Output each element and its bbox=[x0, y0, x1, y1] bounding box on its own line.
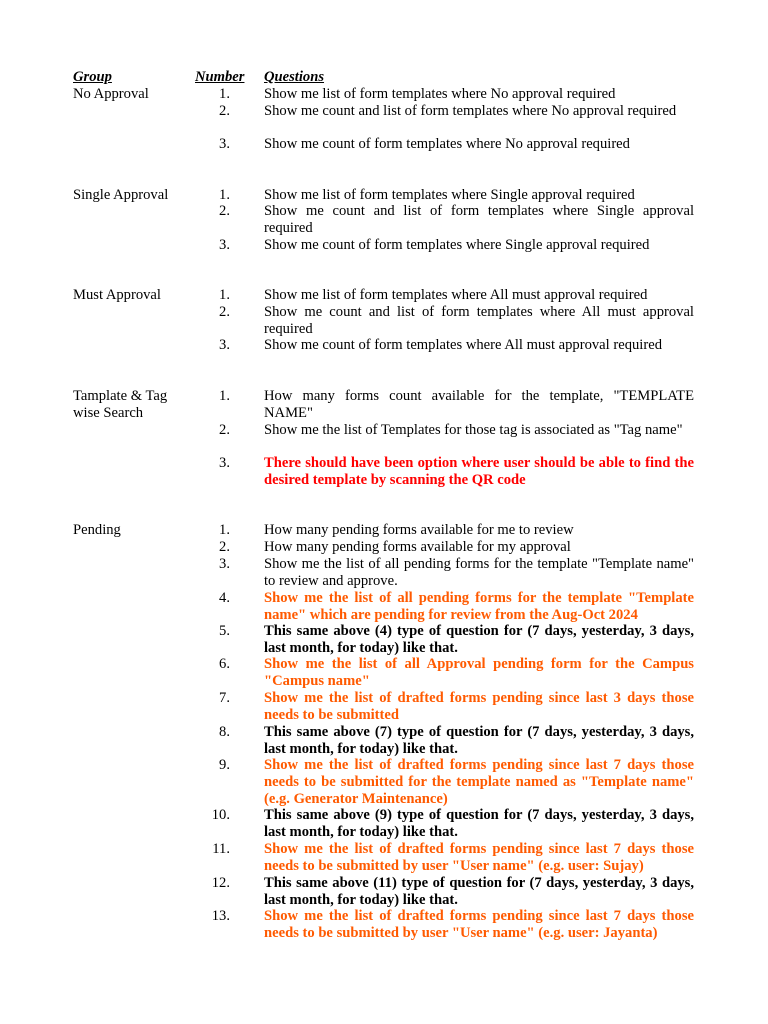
item-number: 10. bbox=[211, 807, 230, 823]
question-text: Show me list of form templates where Single approval required bbox=[264, 187, 635, 203]
item-number: 1. bbox=[219, 388, 230, 404]
item-number: 3. bbox=[219, 337, 230, 353]
item-number: 7. bbox=[219, 690, 230, 706]
question-text: Show me count and list of form templates where No approval required bbox=[264, 103, 677, 119]
question-text: Show me the list of drafted forms pending since last 7 days those needs to be submitted by user "User name" (e.g. user: Jayanta) bbox=[264, 908, 694, 941]
item-number: 8. bbox=[219, 724, 230, 740]
group-name: Pending bbox=[73, 522, 121, 538]
item-number: 13. bbox=[211, 908, 230, 924]
group-name: Must Approval bbox=[73, 287, 161, 303]
item-number: 5. bbox=[219, 623, 230, 639]
question-text: This same above (9) type of question for (7 days, yesterday, 3 days, last month, for today) like that. bbox=[264, 807, 694, 840]
question-text: This same above (4) type of question for (7 days, yesterday, 3 days, last month, for today) like that. bbox=[264, 623, 694, 656]
question-text: Show me count and list of form templates where Single approval required bbox=[264, 203, 694, 236]
questions-header: Questions bbox=[264, 69, 325, 85]
question-text: This same above (7) type of question for (7 days, yesterday, 3 days, last month, for today) like that. bbox=[264, 724, 694, 757]
number-header: Number bbox=[195, 69, 245, 85]
question-text: Show me list of form templates where No approval required bbox=[264, 86, 616, 102]
group-name: Tamplate & Tag wise Search bbox=[73, 388, 168, 421]
question-text: This same above (11) type of question for (7 days, yesterday, 3 days, last month, for today) like that. bbox=[264, 875, 694, 908]
question-text: How many forms count available for the template, "TEMPLATE NAME" bbox=[264, 388, 694, 421]
item-number: 12. bbox=[211, 875, 230, 891]
question-text: Show me the list of all pending forms for the template "Template name" which are pending for review from the Aug-Oct 2024 bbox=[264, 590, 694, 623]
item-number: 2. bbox=[219, 103, 230, 119]
item-number: 1. bbox=[219, 187, 230, 203]
question-text: Show me the list of drafted forms pending since last 7 days those needs to be submitted for the template named as "Template name" (e.g. Generator Maintenance) bbox=[264, 757, 694, 807]
group-header: Group bbox=[73, 69, 112, 85]
question-text: Show me count of form templates where No approval required bbox=[264, 136, 630, 152]
item-number: 3. bbox=[219, 556, 230, 572]
group-name: No Approval bbox=[73, 86, 149, 102]
item-number: 4. bbox=[219, 590, 230, 606]
question-text: Show me list of form templates where All must approval required bbox=[264, 287, 648, 303]
item-number: 6. bbox=[219, 656, 230, 672]
question-text: How many pending forms available for me to review bbox=[264, 522, 574, 538]
question-text: Show me count of form templates where Single approval required bbox=[264, 237, 650, 253]
item-number: 3. bbox=[219, 237, 230, 253]
item-number: 9. bbox=[219, 757, 230, 773]
item-number: 1. bbox=[219, 287, 230, 303]
question-text: Show me count of form templates where All must approval required bbox=[264, 337, 662, 353]
question-text: Show me the list of Templates for those tag is associated as "Tag name" bbox=[264, 422, 683, 438]
item-number: 2. bbox=[219, 422, 230, 438]
question-text: There should have been option where user should be able to find the desired template by scanning the QR code bbox=[264, 455, 694, 488]
item-number: 3. bbox=[219, 136, 230, 152]
item-number: 1. bbox=[219, 522, 230, 538]
group-name: Single Approval bbox=[73, 187, 169, 203]
question-text: Show me the list of drafted forms pending since last 7 days those needs to be submitted by user "User name" (e.g. user: Sujay) bbox=[264, 841, 694, 874]
question-text: Show me count and list of form templates where All must approval required bbox=[264, 304, 694, 337]
item-number: 2. bbox=[219, 304, 230, 320]
question-text: Show me the list of drafted forms pending since last 3 days those needs to be submitted bbox=[264, 690, 694, 723]
item-number: 11. bbox=[212, 841, 230, 857]
item-number: 2. bbox=[219, 539, 230, 555]
question-text: Show me the list of all Approval pending form for the Campus "Campus name" bbox=[264, 656, 694, 689]
question-text: How many pending forms available for my approval bbox=[264, 539, 571, 555]
item-number: 2. bbox=[219, 203, 230, 219]
question-text: Show me the list of all pending forms for the template "Template name" to review and approve. bbox=[264, 556, 694, 589]
item-number: 3. bbox=[219, 455, 230, 471]
item-number: 1. bbox=[219, 86, 230, 102]
